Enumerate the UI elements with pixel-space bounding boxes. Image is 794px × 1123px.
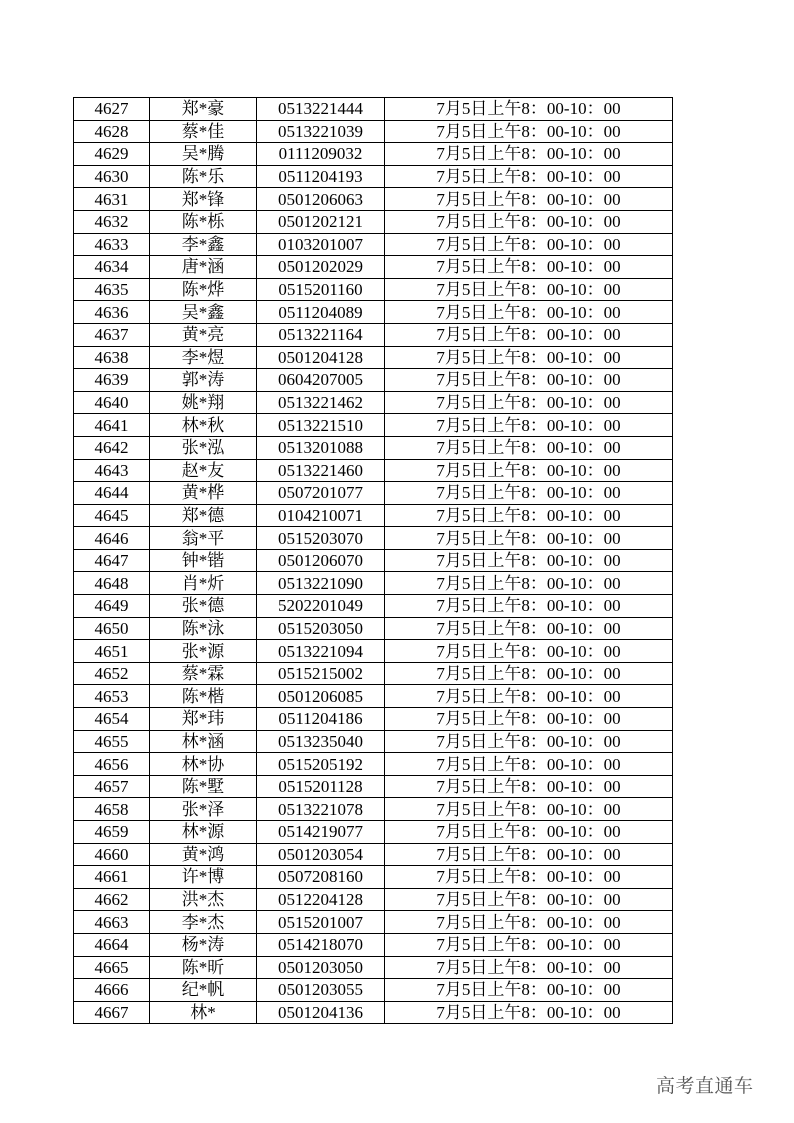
- table-row: [74, 730, 673, 753]
- cell-candidate-id: 0513221164: [257, 323, 385, 346]
- cell-candidate-id: 0511204193: [257, 165, 385, 188]
- cell-name: 肖*炘: [150, 572, 257, 595]
- cell-candidate-id: 5202201049: [257, 595, 385, 618]
- cell-candidate-id: 0513221460: [257, 459, 385, 482]
- table-row: [74, 527, 673, 550]
- table-row: [74, 753, 673, 776]
- cell-exam-time: 7月5日上午8：00-10：00: [385, 956, 673, 979]
- cell-exam-time: 7月5日上午8：00-10：00: [385, 730, 673, 753]
- table-row: [74, 459, 673, 482]
- cell-exam-time: 7月5日上午8：00-10：00: [385, 775, 673, 798]
- cell-seq-number: 4662: [74, 888, 150, 911]
- cell-exam-time: 7月5日上午8：00-10：00: [385, 640, 673, 663]
- cell-exam-time: 7月5日上午8：00-10：00: [385, 911, 673, 934]
- cell-name: 陈*昕: [150, 956, 257, 979]
- cell-exam-time: 7月5日上午8：00-10：00: [385, 527, 673, 550]
- table-row: [74, 323, 673, 346]
- cell-seq-number: 4653: [74, 685, 150, 708]
- table-row: [74, 346, 673, 369]
- cell-seq-number: 4630: [74, 165, 150, 188]
- cell-exam-time: 7月5日上午8：00-10：00: [385, 979, 673, 1002]
- cell-candidate-id: 0507208160: [257, 866, 385, 889]
- cell-exam-time: 7月5日上午8：00-10：00: [385, 301, 673, 324]
- cell-candidate-id: 0111209032: [257, 143, 385, 166]
- cell-candidate-id: 0515205192: [257, 753, 385, 776]
- cell-candidate-id: 0513235040: [257, 730, 385, 753]
- table-row: [74, 572, 673, 595]
- cell-seq-number: 4646: [74, 527, 150, 550]
- cell-exam-time: 7月5日上午8：00-10：00: [385, 98, 673, 121]
- cell-name: 李*杰: [150, 911, 257, 934]
- cell-name: 李*煜: [150, 346, 257, 369]
- cell-exam-time: 7月5日上午8：00-10：00: [385, 278, 673, 301]
- cell-name: 张*德: [150, 595, 257, 618]
- table-row: [74, 549, 673, 572]
- cell-exam-time: 7月5日上午8：00-10：00: [385, 866, 673, 889]
- cell-seq-number: 4656: [74, 753, 150, 776]
- table-row: [74, 1001, 673, 1024]
- table-row: [74, 911, 673, 934]
- cell-name: 黄*桦: [150, 482, 257, 505]
- cell-name: 姚*翔: [150, 391, 257, 414]
- cell-exam-time: 7月5日上午8：00-10：00: [385, 685, 673, 708]
- cell-name: 杨*涛: [150, 933, 257, 956]
- cell-name: 钟*锴: [150, 549, 257, 572]
- cell-exam-time: 7月5日上午8：00-10：00: [385, 572, 673, 595]
- table-row: [74, 775, 673, 798]
- cell-candidate-id: 0513221094: [257, 640, 385, 663]
- cell-exam-time: 7月5日上午8：00-10：00: [385, 753, 673, 776]
- cell-exam-time: 7月5日上午8：00-10：00: [385, 595, 673, 618]
- cell-candidate-id: 0501204136: [257, 1001, 385, 1024]
- table-row: [74, 391, 673, 414]
- cell-name: 张*泓: [150, 436, 257, 459]
- cell-candidate-id: 0515201128: [257, 775, 385, 798]
- cell-exam-time: 7月5日上午8：00-10：00: [385, 821, 673, 844]
- cell-seq-number: 4658: [74, 798, 150, 821]
- cell-seq-number: 4659: [74, 821, 150, 844]
- cell-seq-number: 4648: [74, 572, 150, 595]
- cell-candidate-id: 0103201007: [257, 233, 385, 256]
- cell-name: 蔡*霖: [150, 662, 257, 685]
- cell-candidate-id: 0513221444: [257, 98, 385, 121]
- cell-exam-time: 7月5日上午8：00-10：00: [385, 459, 673, 482]
- table-row: [74, 504, 673, 527]
- cell-seq-number: 4664: [74, 933, 150, 956]
- table-body: [74, 98, 673, 1024]
- table-row: [74, 210, 673, 233]
- cell-seq-number: 4650: [74, 617, 150, 640]
- table-row: [74, 617, 673, 640]
- cell-seq-number: 4655: [74, 730, 150, 753]
- cell-exam-time: 7月5日上午8：00-10：00: [385, 165, 673, 188]
- cell-exam-time: 7月5日上午8：00-10：00: [385, 414, 673, 437]
- cell-seq-number: 4635: [74, 278, 150, 301]
- table-row: [74, 278, 673, 301]
- schedule-table: [73, 97, 673, 1024]
- cell-candidate-id: 0513221090: [257, 572, 385, 595]
- cell-exam-time: 7月5日上午8：00-10：00: [385, 843, 673, 866]
- cell-seq-number: 4657: [74, 775, 150, 798]
- cell-seq-number: 4666: [74, 979, 150, 1002]
- cell-exam-time: 7月5日上午8：00-10：00: [385, 662, 673, 685]
- cell-seq-number: 4642: [74, 436, 150, 459]
- table-row: [74, 662, 673, 685]
- cell-candidate-id: 0513201088: [257, 436, 385, 459]
- cell-name: 林*秋: [150, 414, 257, 437]
- cell-seq-number: 4661: [74, 866, 150, 889]
- cell-exam-time: 7月5日上午8：00-10：00: [385, 1001, 673, 1024]
- cell-name: 洪*杰: [150, 888, 257, 911]
- cell-name: 张*泽: [150, 798, 257, 821]
- cell-candidate-id: 0515203070: [257, 527, 385, 550]
- cell-seq-number: 4628: [74, 120, 150, 143]
- cell-seq-number: 4640: [74, 391, 150, 414]
- cell-candidate-id: 0513221462: [257, 391, 385, 414]
- cell-candidate-id: 0501206063: [257, 188, 385, 211]
- cell-seq-number: 4627: [74, 98, 150, 121]
- cell-name: 许*博: [150, 866, 257, 889]
- cell-exam-time: 7月5日上午8：00-10：00: [385, 798, 673, 821]
- table-row: [74, 956, 673, 979]
- cell-seq-number: 4649: [74, 595, 150, 618]
- table-row: [74, 301, 673, 324]
- cell-candidate-id: 0514219077: [257, 821, 385, 844]
- cell-seq-number: 4647: [74, 549, 150, 572]
- cell-name: 郑*锋: [150, 188, 257, 211]
- table-row: [74, 685, 673, 708]
- table-row: [74, 143, 673, 166]
- cell-candidate-id: 0513221039: [257, 120, 385, 143]
- cell-candidate-id: 0512204128: [257, 888, 385, 911]
- table-row: [74, 979, 673, 1002]
- watermark-text: 高考直通车: [656, 1075, 754, 1097]
- table-row: [74, 98, 673, 121]
- cell-candidate-id: 0501202029: [257, 256, 385, 279]
- cell-name: 林*: [150, 1001, 257, 1024]
- cell-exam-time: 7月5日上午8：00-10：00: [385, 549, 673, 572]
- cell-seq-number: 4636: [74, 301, 150, 324]
- cell-name: 陈*烨: [150, 278, 257, 301]
- table-row: [74, 256, 673, 279]
- cell-candidate-id: 0511204186: [257, 708, 385, 731]
- table-row: [74, 120, 673, 143]
- table-row: [74, 482, 673, 505]
- cell-exam-time: 7月5日上午8：00-10：00: [385, 346, 673, 369]
- cell-seq-number: 4633: [74, 233, 150, 256]
- table-row: [74, 708, 673, 731]
- cell-candidate-id: 0514218070: [257, 933, 385, 956]
- cell-seq-number: 4651: [74, 640, 150, 663]
- cell-candidate-id: 0513221510: [257, 414, 385, 437]
- cell-exam-time: 7月5日上午8：00-10：00: [385, 933, 673, 956]
- table-row: [74, 414, 673, 437]
- table-row: [74, 866, 673, 889]
- cell-name: 陈*墅: [150, 775, 257, 798]
- cell-seq-number: 4665: [74, 956, 150, 979]
- cell-exam-time: 7月5日上午8：00-10：00: [385, 888, 673, 911]
- cell-seq-number: 4641: [74, 414, 150, 437]
- cell-name: 郭*涛: [150, 369, 257, 392]
- cell-name: 陈*泳: [150, 617, 257, 640]
- cell-name: 陈*楷: [150, 685, 257, 708]
- table-row: [74, 595, 673, 618]
- cell-exam-time: 7月5日上午8：00-10：00: [385, 708, 673, 731]
- cell-candidate-id: 0515215002: [257, 662, 385, 685]
- cell-exam-time: 7月5日上午8：00-10：00: [385, 120, 673, 143]
- table-row: [74, 165, 673, 188]
- cell-candidate-id: 0507201077: [257, 482, 385, 505]
- cell-name: 郑*德: [150, 504, 257, 527]
- cell-seq-number: 4632: [74, 210, 150, 233]
- cell-exam-time: 7月5日上午8：00-10：00: [385, 210, 673, 233]
- cell-name: 赵*友: [150, 459, 257, 482]
- cell-name: 吴*腾: [150, 143, 257, 166]
- table-row: [74, 188, 673, 211]
- cell-candidate-id: 0501206070: [257, 549, 385, 572]
- cell-exam-time: 7月5日上午8：00-10：00: [385, 188, 673, 211]
- cell-candidate-id: 0515203050: [257, 617, 385, 640]
- cell-name: 林*源: [150, 821, 257, 844]
- table-row: [74, 436, 673, 459]
- cell-seq-number: 4652: [74, 662, 150, 685]
- cell-seq-number: 4638: [74, 346, 150, 369]
- cell-candidate-id: 0104210071: [257, 504, 385, 527]
- cell-candidate-id: 0501203050: [257, 956, 385, 979]
- cell-candidate-id: 0501203054: [257, 843, 385, 866]
- cell-exam-time: 7月5日上午8：00-10：00: [385, 323, 673, 346]
- cell-candidate-id: 0501203055: [257, 979, 385, 1002]
- cell-exam-time: 7月5日上午8：00-10：00: [385, 391, 673, 414]
- cell-name: 郑*豪: [150, 98, 257, 121]
- cell-exam-time: 7月5日上午8：00-10：00: [385, 436, 673, 459]
- cell-exam-time: 7月5日上午8：00-10：00: [385, 617, 673, 640]
- cell-name: 李*鑫: [150, 233, 257, 256]
- cell-name: 黄*鸿: [150, 843, 257, 866]
- cell-exam-time: 7月5日上午8：00-10：00: [385, 482, 673, 505]
- cell-seq-number: 4654: [74, 708, 150, 731]
- cell-seq-number: 4637: [74, 323, 150, 346]
- cell-seq-number: 4643: [74, 459, 150, 482]
- cell-name: 郑*玮: [150, 708, 257, 731]
- table-row: [74, 843, 673, 866]
- cell-name: 吴*鑫: [150, 301, 257, 324]
- cell-candidate-id: 0501202121: [257, 210, 385, 233]
- cell-exam-time: 7月5日上午8：00-10：00: [385, 504, 673, 527]
- cell-name: 张*源: [150, 640, 257, 663]
- cell-exam-time: 7月5日上午8：00-10：00: [385, 369, 673, 392]
- cell-candidate-id: 0515201160: [257, 278, 385, 301]
- cell-candidate-id: 0501204128: [257, 346, 385, 369]
- cell-exam-time: 7月5日上午8：00-10：00: [385, 233, 673, 256]
- cell-candidate-id: 0513221078: [257, 798, 385, 821]
- cell-seq-number: 4667: [74, 1001, 150, 1024]
- cell-seq-number: 4631: [74, 188, 150, 211]
- cell-seq-number: 4660: [74, 843, 150, 866]
- cell-name: 纪*帆: [150, 979, 257, 1002]
- cell-name: 唐*涵: [150, 256, 257, 279]
- table-row: [74, 233, 673, 256]
- cell-name: 蔡*佳: [150, 120, 257, 143]
- cell-seq-number: 4639: [74, 369, 150, 392]
- cell-name: 林*协: [150, 753, 257, 776]
- cell-exam-time: 7月5日上午8：00-10：00: [385, 143, 673, 166]
- table-row: [74, 888, 673, 911]
- cell-seq-number: 4634: [74, 256, 150, 279]
- cell-candidate-id: 0511204089: [257, 301, 385, 324]
- cell-name: 黄*亮: [150, 323, 257, 346]
- table-row: [74, 933, 673, 956]
- cell-seq-number: 4644: [74, 482, 150, 505]
- cell-candidate-id: 0604207005: [257, 369, 385, 392]
- cell-seq-number: 4629: [74, 143, 150, 166]
- cell-seq-number: 4663: [74, 911, 150, 934]
- cell-name: 翁*平: [150, 527, 257, 550]
- cell-candidate-id: 0515201007: [257, 911, 385, 934]
- cell-candidate-id: 0501206085: [257, 685, 385, 708]
- cell-name: 陈*乐: [150, 165, 257, 188]
- cell-name: 林*涵: [150, 730, 257, 753]
- table-row: [74, 369, 673, 392]
- table-row: [74, 798, 673, 821]
- cell-seq-number: 4645: [74, 504, 150, 527]
- cell-name: 陈*栎: [150, 210, 257, 233]
- table-row: [74, 640, 673, 663]
- cell-exam-time: 7月5日上午8：00-10：00: [385, 256, 673, 279]
- table-row: [74, 821, 673, 844]
